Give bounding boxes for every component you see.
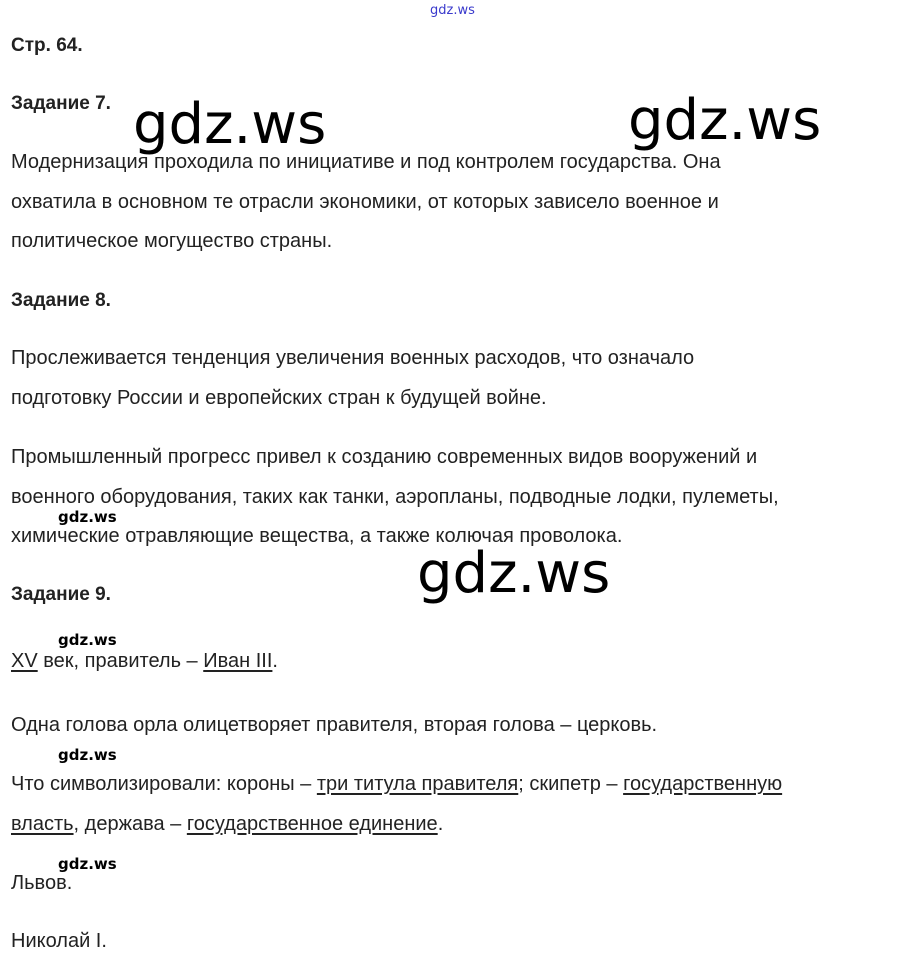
century-answer: XV xyxy=(11,650,38,672)
watermark-top: gdz.ws xyxy=(430,3,475,18)
task-9-answer-5: Львов. xyxy=(11,872,73,894)
watermark-small: gdz.ws xyxy=(58,746,117,764)
watermark-small: gdz.ws xyxy=(58,855,117,873)
watermark-large: gdz.ws xyxy=(417,541,611,606)
task-8-line: военного оборудования, таких как танки, аэропланы, подводные лодки, пулеметы, xyxy=(11,486,779,508)
task-8-line: Промышленный прогресс привел к созданию современных видов вооружений и xyxy=(11,446,758,468)
ruler-answer: Иван III xyxy=(203,650,273,672)
orb-answer: государственное единение xyxy=(186,813,438,835)
text-fragment: век, правитель – xyxy=(37,650,204,672)
task-7-line: охватила в основном те отрасли экономики, от которых зависело военное и xyxy=(11,191,719,213)
task-7-line: Модернизация проходила по инициативе и под контролем государства. Она xyxy=(11,151,721,173)
task-7-title: Задание 7. xyxy=(11,93,111,114)
watermark-large: gdz.ws xyxy=(628,88,822,153)
scepter-answer: власть xyxy=(11,813,74,835)
watermark-small: gdz.ws xyxy=(58,508,117,526)
task-8-line: подготовку России и европейских стран к будущей войне. xyxy=(11,387,547,409)
task-9-answer-4 xyxy=(11,812,443,836)
watermark-large: gdz.ws xyxy=(133,92,327,157)
scepter-answer: государственную xyxy=(623,773,783,795)
task-8-title: Задание 8. xyxy=(11,290,111,311)
text-fragment: , держава – xyxy=(73,813,187,835)
task-9-title: Задание 9. xyxy=(11,584,111,605)
task-9-answer-6: Николай I. xyxy=(11,930,107,952)
watermark-small: gdz.ws xyxy=(58,631,117,649)
text-fragment: Что символизировали: короны – xyxy=(11,773,317,795)
text-fragment: . xyxy=(272,650,278,672)
text-fragment: ; скипетр – xyxy=(518,773,624,795)
page-heading: Стр. 64. xyxy=(11,35,83,56)
text-fragment: . xyxy=(437,813,444,835)
crowns-answer: три титула правителя xyxy=(316,773,519,795)
task-9-answer-3 xyxy=(11,772,782,796)
task-8-line: химические отравляющие вещества, а также колючая проволока. xyxy=(11,525,623,547)
task-9-answer-1 xyxy=(11,649,278,673)
task-8-line: Прослеживается тенденция увеличения военных расходов, что означало xyxy=(11,347,695,369)
task-9-answer-2: Одна голова орла олицетворяет правителя, вторая голова – церковь. xyxy=(11,714,658,736)
task-7-line: политическое могущество страны. xyxy=(11,230,333,252)
